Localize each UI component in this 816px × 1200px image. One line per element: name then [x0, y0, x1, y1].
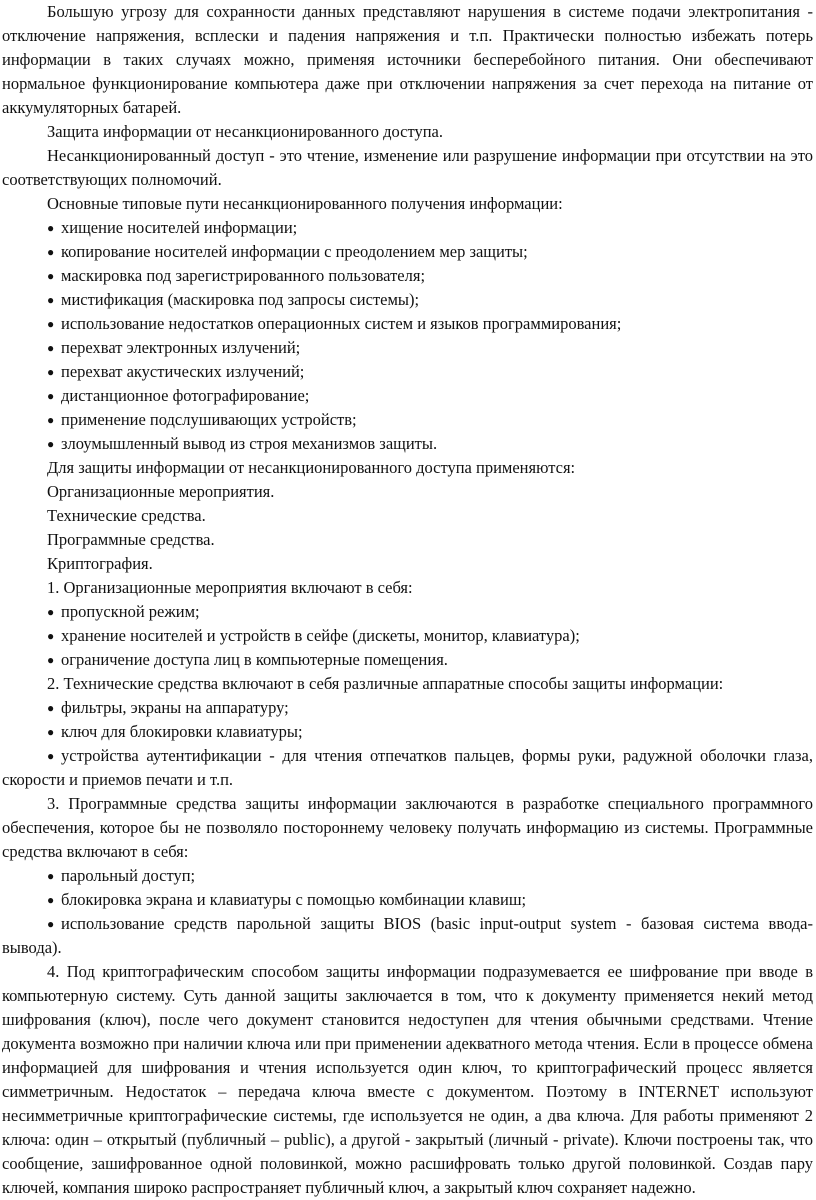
list-item — [2, 696, 813, 720]
bullet-icon: ● — [47, 893, 55, 907]
list-item-text: парольный доступ; — [61, 866, 196, 885]
bullet-icon: ● — [47, 389, 55, 403]
section-2-heading: 2. Технические средства включают в себя различные аппаратные способы защиты информации: — [47, 674, 724, 693]
list-item-text: хранение носителей и устройств в сейфе (дискеты, монитор, клавиатура); — [61, 626, 580, 645]
list-item — [2, 216, 813, 240]
section-1-heading: 1. Организационные мероприятия включают в себя: — [47, 578, 413, 597]
list-item-text: перехват акустических излучений; — [61, 362, 305, 381]
list-item-text: применение подслушивающих устройств; — [61, 410, 357, 429]
list-item-text: ограничение доступа лиц в компьютерные помещения. — [61, 650, 448, 669]
bullet-icon: ● — [47, 653, 55, 667]
bullet-icon: ● — [47, 869, 55, 883]
list-item-text: устройства аутентификации - для чтения отпечатков пальцев, формы руки, радужной оболочки глаза, скорости и приемов печати и т.п. — [2, 746, 813, 789]
list-item-text: мистификация (маскировка под запросы системы); — [61, 290, 420, 309]
bullet-icon: ● — [47, 701, 55, 715]
list-item — [2, 288, 813, 312]
paragraph-protection-means: Для защиты информации от несанкционированного доступа применяются: — [47, 458, 576, 477]
list-item — [2, 648, 813, 672]
bullet-icon: ● — [47, 365, 55, 379]
bullet-icon: ● — [47, 269, 55, 283]
list-item — [2, 600, 813, 624]
means-technical: Технические средства. — [47, 506, 206, 525]
list-item — [2, 864, 813, 888]
list-item-text: копирование носителей информации с преодолением мер защиты; — [61, 242, 528, 261]
bullet-icon: ● — [47, 629, 55, 643]
bullet-icon: ● — [47, 917, 55, 931]
bullet-icon: ● — [47, 293, 55, 307]
bullet-icon: ● — [47, 725, 55, 739]
list-item — [2, 912, 813, 960]
list-item-text: блокировка экрана и клавиатуры с помощью комбинации клавиш; — [61, 890, 527, 909]
list-item-text: перехват электронных излучений; — [61, 338, 301, 357]
list-item-text: дистанционное фотографирование; — [61, 386, 310, 405]
list-item-text: ключ для блокировки клавиатуры; — [61, 722, 303, 741]
list-item — [2, 744, 813, 792]
list-item — [2, 384, 813, 408]
bullet-icon: ● — [47, 317, 55, 331]
list-item — [2, 336, 813, 360]
bullet-icon: ● — [47, 413, 55, 427]
list-item — [2, 720, 813, 744]
means-cryptography: Криптография. — [47, 554, 153, 573]
paragraph-typical-ways: Основные типовые пути несанкционированного получения информации: — [47, 194, 563, 213]
bullet-icon: ● — [47, 245, 55, 259]
heading-unauthorized-access: Защита информации от несанкционированного доступа. — [47, 122, 443, 141]
list-item-text: использование средств парольной защиты BIOS (basic input-output system - базовая система ввода-вывода). — [2, 914, 813, 957]
list-item-text: пропускной режим; — [61, 602, 200, 621]
list-item-text: фильтры, экраны на аппаратуру; — [61, 698, 289, 717]
list-item — [2, 240, 813, 264]
paragraph-definition: Несанкционированный доступ - это чтение, изменение или разрушение информации при отсутствии на это соответствующих полномочий. — [2, 146, 813, 189]
list-item-text: хищение носителей информации; — [61, 218, 298, 237]
section-3-paragraph: 3. Программные средства защиты информации заключаются в разработке специального программного обеспечения, которое бы не позволяло постороннему человеку получать информацию из системы. Программные средства включают в себя: — [2, 794, 813, 861]
section-4-paragraph: 4. Под криптографическим способом защиты информации подразумевается ее шифрование при вводе в компьютерную систему. Суть данной защиты заключается в том, что к документу применяется некий метод шифрования (ключ), после чего документ становится недоступен для чтения обычными средствами. Чтение документа возможно при наличии ключа или при применении адекватного метода чтения. Если в процессе обмена информацией для шифрования и чтения используется один ключ, то криптографический процесс является симметричным. Недостаток – передача ключа вместе с документом. Поэтому в INTERNET используют несимметричные криптографические системы, где используется не один, а два ключа. Для работы применяют 2 ключа: один – открытый (публичный – public), а другой - закрытый (личный - private). Ключи построены так, что сообщение, зашифрованное одной половинкой, можно расшифровать только другой половинкой. Создав пару ключей, компания широко распространяет публичный ключ, а закрытый ключ сохраняет надежно. — [2, 962, 813, 1197]
list-item-text: маскировка под зарегистрированного пользователя; — [61, 266, 426, 285]
list-item-text: использование недостатков операционных систем и языков программирования; — [61, 314, 622, 333]
list-item-text: злоумышленный вывод из строя механизмов защиты. — [61, 434, 438, 453]
list-item — [2, 408, 813, 432]
means-organizational: Организационные мероприятия. — [47, 482, 275, 501]
bullet-icon: ● — [47, 341, 55, 355]
list-item — [2, 264, 813, 288]
means-software: Программные средства. — [47, 530, 215, 549]
paragraph-power-supply: Большую угрозу для сохранности данных представляют нарушения в системе подачи электропитания - отключение напряжения, всплески и падения напряжения и т.п. Практически полностью избежать потерь информации в таких случаях можно, применяя источники бесперебойного питания. Они обеспечивают нормальное функционирование компьютера даже при отключении напряжения за счет перехода на питание от аккумуляторных батарей. — [2, 2, 813, 117]
list-item — [2, 432, 813, 456]
bullet-icon: ● — [47, 749, 55, 763]
list-item — [2, 312, 813, 336]
list-item — [2, 624, 813, 648]
bullet-icon: ● — [47, 221, 55, 235]
list-item — [2, 888, 813, 912]
bullet-icon: ● — [47, 605, 55, 619]
bullet-icon: ● — [47, 437, 55, 451]
list-item — [2, 360, 813, 384]
